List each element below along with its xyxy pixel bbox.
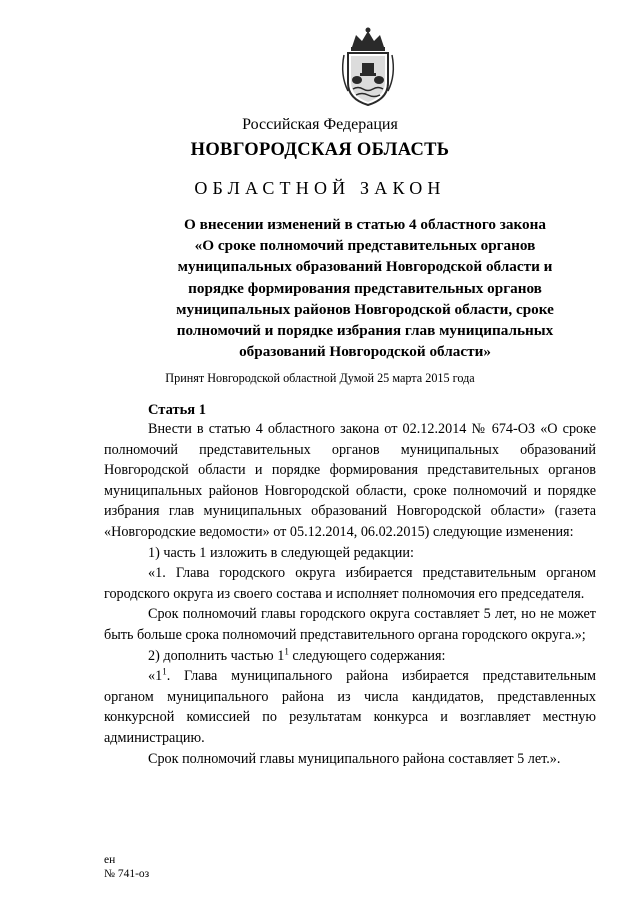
law-title bbox=[130, 214, 600, 362]
amendment-item-1: 1) часть 1 изложить в следующей редакции: bbox=[148, 544, 414, 561]
footer-initials: ен bbox=[104, 854, 116, 866]
article-body bbox=[104, 419, 596, 769]
amendment-item-2 bbox=[104, 646, 596, 667]
title-line: муниципальных районов Новгородской области, сроке bbox=[176, 300, 554, 318]
title-line: образований Новгородской области» bbox=[239, 343, 491, 361]
document-type: ОБЛАСТНОЙ ЗАКОН bbox=[194, 178, 446, 198]
amendment-quote-2 bbox=[104, 666, 596, 748]
quote2-text: «1 bbox=[148, 668, 163, 685]
title-line: О внесении изменений в статью 4 областного закона bbox=[184, 216, 546, 233]
amendment-quote-1b: Срок полномочий главы городского округа составляет 5 лет, но не может быть больше срока полномочий представительного органа городского округа.»; bbox=[104, 606, 596, 643]
title-line: полномочий и порядке избрания глав муниципальных bbox=[176, 322, 554, 340]
article-heading: Статья 1 bbox=[148, 402, 206, 418]
footer-number: № 741-оз bbox=[104, 868, 150, 880]
amendment-quote-1: «1. Глава городского округа избирается представительным органом городского округа из своего состава и исполняет полномочия его председателя. bbox=[104, 565, 596, 602]
quote2-text-end: . Глава муниципального района избирается представительным органом муниципального района из числа кандидатов, представленных конкурсной комиссией по результатам конкурса и возглавляет местную администрацию. bbox=[104, 668, 596, 746]
adoption-note: Принят Новгородской областной Думой 25 марта 2015 года bbox=[165, 371, 475, 385]
footer-note bbox=[104, 853, 149, 881]
federation-label: Российская Федерация bbox=[242, 116, 398, 133]
quote2-superscript: 1 bbox=[162, 666, 167, 677]
coat-of-arms-emblem bbox=[338, 25, 398, 110]
item2-text: 2) дополнить частью 1 bbox=[148, 647, 285, 664]
item2-text-end: следующего содержания: bbox=[288, 647, 446, 664]
title-line: порядке формирования представительных органов bbox=[188, 279, 542, 297]
title-line: «О сроке полномочий представительных органов bbox=[194, 237, 536, 255]
title-line: муниципальных образований Новгородской области и bbox=[177, 258, 553, 276]
item2-superscript: 1 bbox=[284, 645, 289, 656]
region-label: НОВГОРОДСКАЯ ОБЛАСТЬ bbox=[190, 140, 450, 160]
article-intro: Внести в статью 4 областного закона от 02.12.2014 № 674-ОЗ «О сроке полномочий представительных органов муниципальных образований Новгородской области и порядке формирования представительных органов муниципальных районов Новгородской области, сроке полномочий и порядке избрания глав муниципальных образований Новгородской области» (газета «Новгородские ведомости» от 05.12.2014, 06.02.2015) следующие изменения: bbox=[104, 421, 596, 540]
amendment-quote-2b: Срок полномочий главы муниципального района составляет 5 лет.». bbox=[148, 750, 561, 767]
